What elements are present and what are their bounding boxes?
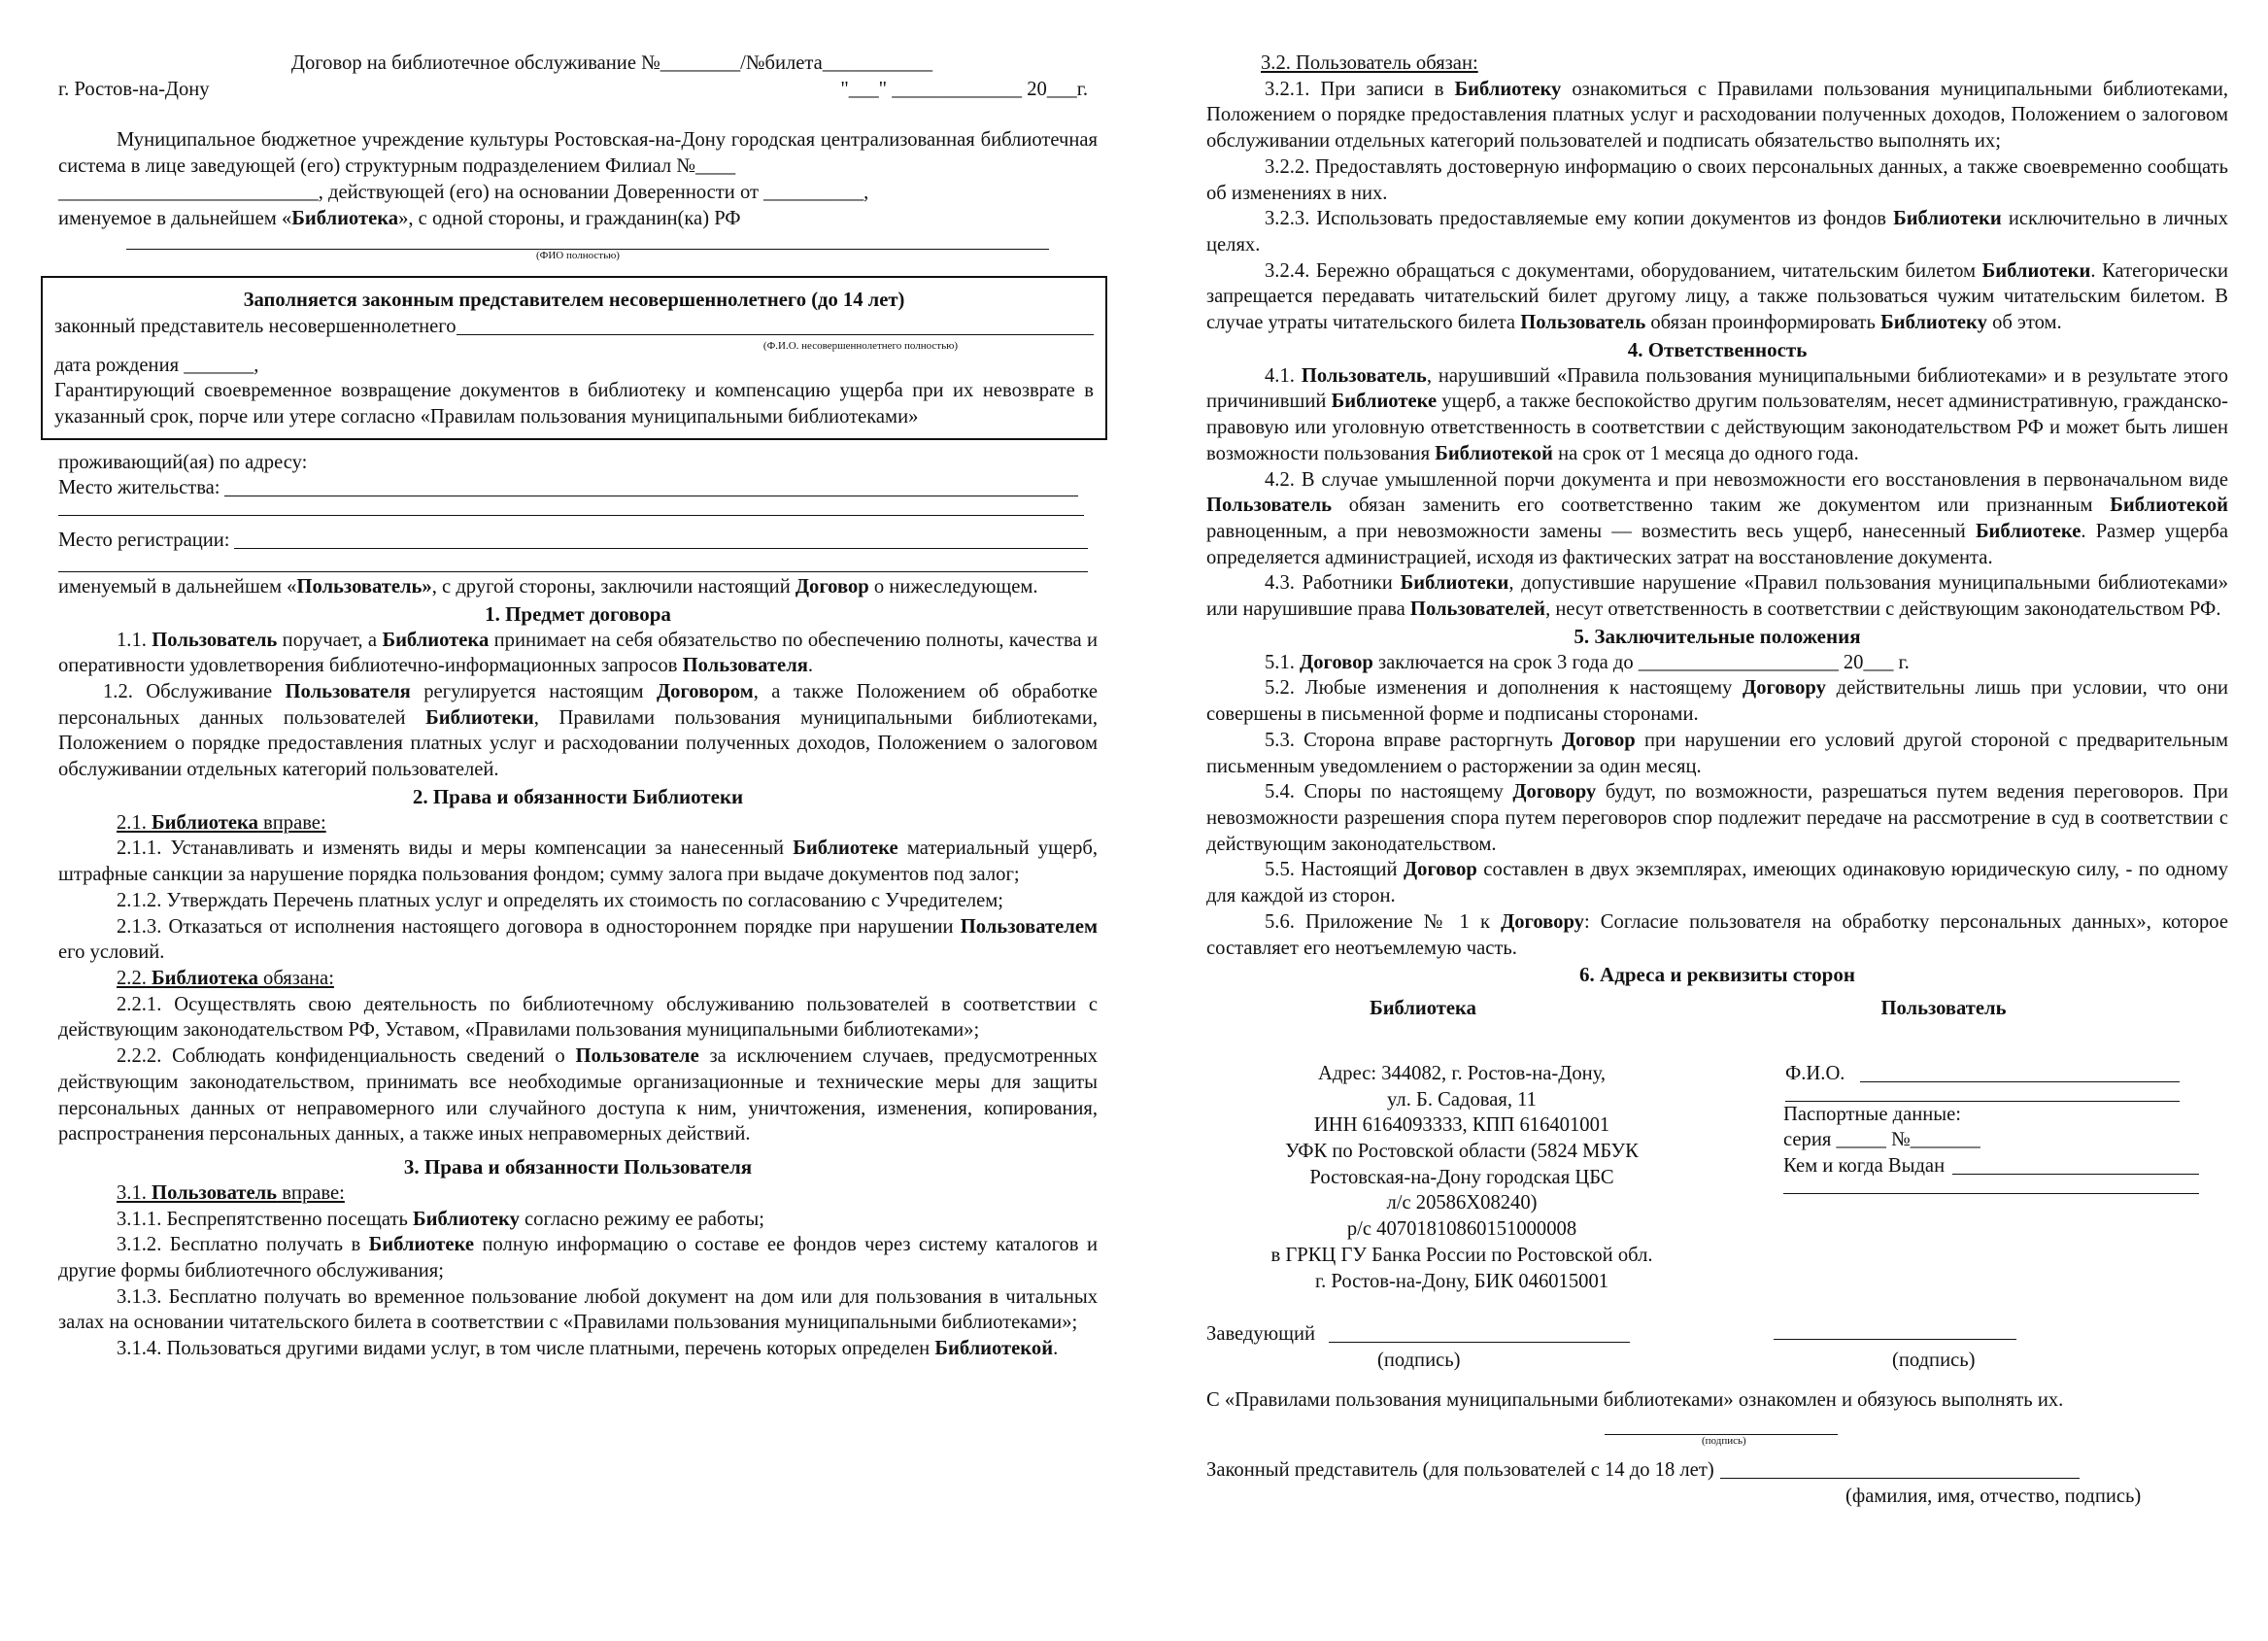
contract-date: "___" _____________ 20___г. bbox=[840, 78, 1088, 100]
left-page bbox=[54, 51, 1099, 1362]
user-issued-row: Кем и когда Выдан bbox=[1717, 1153, 2228, 1179]
intro-line-2: __________________________, действующей (его) на основании Доверенности от __________, bbox=[58, 181, 869, 203]
clause-3-2-1: 3.2.1. При записи в Библиотеку ознакомиться с Правилами пользования муниципальными библиотеками, Положением о порядке предоставления платных услуг и расходовании полученных доходов, Положением о залоговом обслуживании отдельных категорий пользователей и подписать обязательство выполнять их; bbox=[1206, 78, 2228, 153]
box-birth: дата рождения _______, bbox=[54, 354, 259, 376]
clause-2-2-head: 2.2. Библиотека обязана: bbox=[117, 967, 334, 989]
clause-3-1-2: 3.1.2. Бесплатно получать в Библиотеке полную информацию о составе ее фондов через систему каталогов и другие формы библиотечного обслуживания; bbox=[58, 1234, 1098, 1282]
clause-3-2-4: 3.2.4. Бережно обращаться с документами, оборудованием, читательским билетом Библиотеки. Категорически запрещается передавать читательский билет другому лицу, а также пользоваться чужим читательским билетом. В случае утраты читательского билета Пользователь обязан проинформировать Библиотеку об этом. bbox=[1206, 259, 2229, 334]
rules-agreement: С «Правилами пользования муниципальными библиотеками» ознакомлен и обязуюсь выполнять их. bbox=[1206, 1388, 2064, 1411]
fio-line bbox=[126, 239, 1049, 250]
library-column bbox=[1206, 996, 1717, 1294]
section-4-title: 4. Ответственность bbox=[1627, 337, 1808, 361]
library-detail-line: г. Ростов-на-Дону, БИК 046015001 bbox=[1314, 1270, 1609, 1292]
intro-line-3: именуемое в дальнейшем «Библиотека», с одной стороны, и гражданин(ка) РФ bbox=[58, 207, 741, 229]
user-fio-row: Ф.И.О. bbox=[1717, 1061, 2228, 1087]
address-intro: проживающий(ая) по адресу: bbox=[58, 451, 308, 473]
section-2-title: 2. Права и обязанности Библиотеки bbox=[412, 784, 744, 808]
city: г. Ростов-на-Дону bbox=[58, 78, 210, 100]
clause-2-1-head: 2.1. Библиотека вправе: bbox=[117, 811, 326, 834]
clause-5-6: 5.6. Приложение № 1 к Договору: Согласие пользователя на обработку персональных данных», которое составляет его неотъемлемую часть. bbox=[1206, 910, 2228, 959]
minor-representative-box bbox=[41, 276, 1107, 440]
box-rep-caption: (Ф.И.О. несовершеннолетнего полностью) bbox=[762, 339, 958, 352]
clause-3-2-3: 3.2.3. Использовать предоставляемые ему копии документов из фондов Библиотеки исключительно в личных целях. bbox=[1206, 208, 2228, 256]
clause-3-1-1: 3.1.1. Беспрепятственно посещать Библиотеку согласно режиму ее работы; bbox=[117, 1208, 764, 1230]
clause-2-2-2: 2.2.2. Соблюдать конфиденциальность сведений о Пользователе за исключением случаев, предусмотренных действующим законодательством, принимать все необходимые организационные и технические меры для защиты персональных данных от неправомерного или случайного доступа к ним, уничтожения, изменения, копирования, распространения персональных данных, а также иных неправомерных действий. bbox=[58, 1045, 1099, 1145]
clause-3-1-3: 3.1.3. Бесплатно получать во временное пользование любой документ на дом или для пользования в читальных залах на основании читательского билета в соответствии с «Правилами пользования муниципальными библиотеками»; bbox=[58, 1285, 1098, 1334]
clause-4-1: 4.1. Пользователь, нарушивший «Правила пользования муниципальными библиотеками» и в результате этого причинивший Библиотеке ущерб, а также беспокойство другим пользователям, несет административную, гражданско-правовую или уголовную ответственность в соответствии с действующим законодательством РФ и может быть лишен возможности пользования Библиотекой на срок от 1 месяца до одного года. bbox=[1206, 364, 2228, 464]
user-column bbox=[1717, 996, 2228, 1294]
clause-5-3: 5.3. Сторона вправе расторгнуть Договор при нарушении его условий другой стороной с предварительным письменным уведомлением о расторжении за один месяц. bbox=[1206, 729, 2228, 777]
head-label: Заведующий bbox=[1206, 1323, 1315, 1346]
library-detail-line: ул. Б. Садовая, 11 bbox=[1387, 1088, 1537, 1111]
user-passport: Паспортные данные: bbox=[1783, 1103, 1962, 1125]
clause-4-2: 4.2. В случае умышленной порчи документа и при невозможности его восстановления в первоначальном виде Пользователь обязан заменить его соответственно таким же документом или признанным Библиотекой равноценным, а при невозможности замены — возместить весь ущерб, нанесенный Библиотеке. Размер ущерба определяется администрацией, исходя из фактических затрат на восстановление документа. bbox=[1206, 468, 2229, 568]
agreement-sign-caption: (подпись) bbox=[1702, 1435, 1746, 1448]
user-fio-line-2 bbox=[1785, 1087, 2180, 1102]
user-issued-line-2 bbox=[1783, 1179, 2199, 1194]
representative-row: Законный представитель (для пользователей с 14 до 18 лет) bbox=[1206, 1457, 2228, 1484]
head-sign-caption: (подпись) bbox=[1377, 1349, 1461, 1371]
clause-3-2-head: 3.2. Пользователь обязан: bbox=[1261, 52, 1478, 74]
signatures-row bbox=[1206, 1321, 2228, 1373]
city-date-row bbox=[58, 77, 1098, 103]
clause-2-1-3: 2.1.3. Отказаться от исполнения настоящего договора в одностороннем порядке при нарушении Пользователем его условий. bbox=[58, 915, 1098, 964]
clause-2-1-2: 2.1.2. Утверждать Перечень платных услуг и определять их стоимость по согласованию с Учредителем; bbox=[117, 889, 1004, 911]
contract-title: Договор на библиотечное обслуживание №________/№билета___________ bbox=[290, 52, 933, 74]
library-detail-line: р/с 40701810860151000008 bbox=[1346, 1218, 1577, 1241]
user-signature bbox=[1750, 1321, 2016, 1373]
intro-paragraph: Муниципальное бюджетное учреждение культуры Ростовская-на-Дону городская централизованная библиотечная система в лице заведующей (его) структурным подразделением Филиал №____ bbox=[58, 129, 1098, 178]
user-sign-caption: (подпись) bbox=[1892, 1349, 1976, 1371]
library-detail-line: ИНН 6164093333, КПП 616401001 bbox=[1313, 1114, 1610, 1137]
representative-caption: (фамилия, имя, отчество, подпись) bbox=[1845, 1486, 2142, 1508]
residence-line-2 bbox=[58, 501, 1084, 516]
fio-caption: (ФИО полностью) bbox=[536, 250, 620, 262]
clause-5-5: 5.5. Настоящий Договор составлен в двух экземплярах, имеющих одинаковую юридическую силу, - по одному для каждой из сторон. bbox=[1206, 859, 2228, 907]
clause-3-1-4: 3.1.4. Пользоваться другими видами услуг, в том числе платными, перечень которых определен Библиотекой. bbox=[117, 1338, 1059, 1360]
clause-2-2-1: 2.2.1. Осуществлять свою деятельность по библиотечному обслуживанию пользователей в соответствии с действующим законодательством РФ, Уставом, «Правилами пользования муниципальными библиотеками»; bbox=[58, 993, 1098, 1042]
clause-3-2-2: 3.2.2. Предоставлять достоверную информацию о своих персональных данных, а также своевременно сообщать об изменениях в них. bbox=[1206, 155, 2228, 204]
library-detail-line: Ростовская-на-Дону городская ЦБС bbox=[1309, 1166, 1614, 1188]
box-title: Заполняется законным представителем несовершеннолетнего (до 14 лет) bbox=[243, 290, 905, 312]
named-paragraph: именуемый в дальнейшем «Пользователь», с другой стороны, заключили настоящий Договор о нижеследующем. bbox=[58, 575, 1038, 598]
agreement-sign-line bbox=[1605, 1426, 1838, 1435]
section-6-title: 6. Адреса и реквизиты сторон bbox=[1579, 963, 1855, 987]
clause-5-4: 5.4. Споры по настоящему Договору будут, по возможности, разрешаться путем ведения переговоров. При невозможности разрешения спора путем переговоров спор подлежит передаче на рассмотрение в суд в соответствии с действующим законодательством. bbox=[1206, 781, 2228, 855]
clause-1-2: 1.2. Обслуживание Пользователя регулируется настоящим Договором, а также Положением об обработке персональных данных пользователей Библиотеки, Правилами пользования муниципальными библиотеками, Положением о порядке предоставления платных услуг и расходовании полученных доходов, Положением о залоговом обслуживании отдельных категорий пользователей. bbox=[58, 680, 1098, 781]
library-detail-line: л/с 20586Х08240) bbox=[1386, 1192, 1538, 1214]
registration-row: Место регистрации: bbox=[58, 528, 1098, 554]
parties-table bbox=[1206, 996, 2228, 1294]
library-detail-line: Адрес: 344082, г. Ростов-на-Дону, bbox=[1317, 1062, 1607, 1084]
clause-1-1: 1.1. Пользователь поручает, а Библиотека принимает на себя обязательство по обеспечению полноты, качества и оперативности удовлетворения библиотечно-информационных запросов Пользователя. bbox=[58, 629, 1098, 677]
clause-2-1-1: 2.1.1. Устанавливать и изменять виды и меры компенсации за нанесенный Библиотеке материальный ущерб, штрафные санкции за нарушение порядка пользования фондом; сумму залога при выдаче документов под залог; bbox=[58, 838, 1098, 886]
box-text: Гарантирующий своевременное возвращение документов в библиотеку и компенсацию ущерба при их невозврате в указанный срок, порче или утере согласно «Правилам пользования муниципальными библиотеками» bbox=[54, 380, 1094, 428]
library-details bbox=[1206, 1061, 1717, 1294]
section-5-title: 5. Заключительные положения bbox=[1574, 624, 1861, 648]
head-signature bbox=[1206, 1321, 1750, 1373]
library-detail-line: в ГРКЦ ГУ Банка России по Ростовской обл. bbox=[1270, 1244, 1653, 1266]
clause-4-3: 4.3. Работники Библиотеки, допустившие нарушение «Правил пользования муниципальными библиотеками» или нарушившие права Пользователей, несут ответственность в соответствии с действующим законодательством РФ. bbox=[1206, 572, 2229, 621]
clause-5-1: 5.1. Договор заключается на срок 3 года до ____________________ 20___ г. bbox=[1265, 651, 1910, 673]
residence-row: Место жительства: bbox=[58, 475, 1098, 501]
library-detail-line: УФК по Ростовской области (5824 МБУК bbox=[1285, 1141, 1639, 1163]
clause-5-2: 5.2. Любые изменения и дополнения к настоящему Договору действительны лишь при условии, что они совершены в письменной форме и подписаны сторонами. bbox=[1206, 677, 2228, 726]
section-1-title: 1. Предмет договора bbox=[485, 601, 671, 626]
box-rep-row: законный представитель несовершеннолетнего bbox=[54, 314, 1094, 340]
section-3-title: 3. Права и обязанности Пользователя bbox=[403, 1154, 753, 1179]
user-heading: Пользователь bbox=[1880, 998, 2007, 1020]
library-heading: Библиотека bbox=[1370, 998, 1476, 1020]
registration-line-2 bbox=[58, 554, 1088, 572]
clause-3-1-head: 3.1. Пользователь вправе: bbox=[117, 1181, 345, 1204]
user-series: серия _____ №_______ bbox=[1783, 1129, 1980, 1151]
right-page bbox=[1206, 51, 2228, 1510]
